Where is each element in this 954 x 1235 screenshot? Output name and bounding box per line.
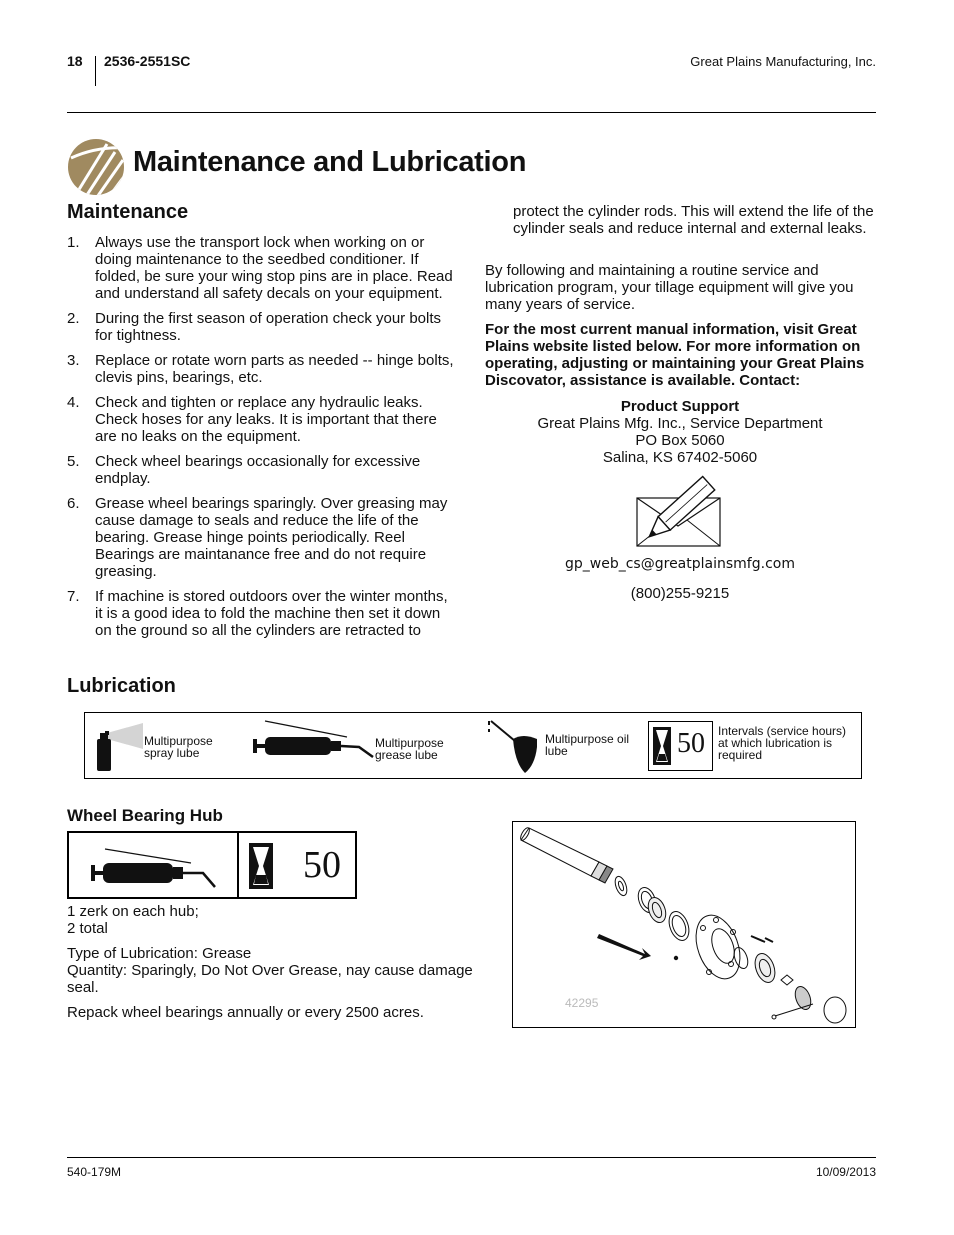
document-number: 540-179M	[67, 1165, 122, 1179]
hub-exploded-diagram	[512, 821, 856, 1028]
page-title: Maintenance and Lubrication	[133, 146, 527, 178]
contact-intro: For the most current manual information, visit Great Plains website listed below. For more information on operating, adjusting or maintaining your Great Plains Discovator, assistance is available. Contact:	[485, 321, 865, 389]
model-number: 2536-2551SC	[104, 53, 191, 69]
lube-type: Type of Lubrication: Grease	[67, 945, 252, 962]
zerk-count-line-2: 2 total	[67, 920, 108, 937]
header-rule	[67, 112, 876, 113]
item-7-continuation: protect the cylinder rods. This will extend the life of the cylinder seals and reduce internal and external leaks.	[513, 203, 874, 237]
footer-rule	[67, 1157, 876, 1158]
list-item: 3. Replace or rotate worn parts as needed -- hinge bolts, clevis pins, bearings, etc.	[67, 352, 454, 386]
list-item: 1. Always use the transport lock when working on or doing maintenance to the seedbed conditioner. If folded, be sure your wing stop pins are in place. Read and understand all safety decals on your equipment.	[67, 234, 453, 302]
hub-lube-symbols	[67, 831, 357, 899]
publication-date: 10/09/2013	[815, 1165, 876, 1179]
list-item: 2. During the first season of operation check your bolts for tightness.	[67, 310, 442, 344]
list-item: 6. Grease wheel bearings sparingly. Over greasing may cause damage to seals and reduce the life of the bearing. Grease hinge points periodically. Reel Bearings are maintanance free and do not require greasing.	[67, 495, 448, 580]
routine-paragraph: By following and maintaining a routine service and lubrication program, your tillage equipment will give you many years of service.	[485, 262, 854, 313]
contact-line-3: Salina, KS 67402-5060	[602, 449, 758, 466]
oil-can-icon	[485, 717, 543, 777]
grease-lube-label: Multipurpose grease lube	[375, 736, 444, 762]
envelope-pencil-icon	[634, 470, 724, 556]
grease-gun-icon	[251, 719, 377, 759]
wheel-bearing-hub-heading: Wheel Bearing Hub	[67, 806, 223, 825]
grease-gun-icon	[89, 845, 219, 891]
maintenance-list	[67, 234, 459, 647]
maintenance-heading: Maintenance	[67, 201, 189, 223]
spray-lube-label: Multipurpose spray lube	[144, 734, 213, 760]
list-item: 7. If machine is stored outdoors over the winter months, it is a good idea to fold the machine then set it down on the ground so all the cylinders are retracted to	[67, 588, 448, 639]
contact-line-2: PO Box 5060	[635, 432, 725, 449]
lubrication-heading: Lubrication	[67, 675, 176, 697]
contact-heading: Product Support	[620, 398, 740, 415]
list-item: 4. Check and tighten or replace any hydraulic leaks. Check hoses for any leaks. It is important that there are no leaks on the equipment.	[67, 394, 437, 445]
page-number: 18	[67, 53, 83, 69]
interval-value: 50	[677, 728, 705, 759]
hub-box-divider	[237, 833, 239, 897]
section-logo-icon	[67, 138, 125, 196]
repack-instruction: Repack wheel bearings annually or every 2500 acres.	[67, 1004, 424, 1021]
hourglass-icon	[652, 726, 672, 766]
contact-phone: (800)255-9215	[630, 585, 730, 602]
spray-can-icon	[91, 719, 143, 773]
oil-lube-label: Multipurpose oil lube	[545, 732, 630, 758]
interval-value: 50	[303, 844, 341, 886]
hourglass-icon	[248, 842, 274, 890]
header-divider	[95, 56, 96, 86]
interval-symbol	[648, 721, 713, 771]
zerk-count-line-1: 1 zerk on each hub;	[67, 903, 199, 920]
company-name: Great Plains Manufacturing, Inc.	[690, 54, 876, 69]
interval-label: Intervals (service hours) at which lubrication is required	[718, 724, 847, 762]
list-item: 5. Check wheel bearings occasionally for excessive endplay.	[67, 453, 421, 487]
lubrication-legend	[84, 712, 862, 779]
contact-line-1: Great Plains Mfg. Inc., Service Department	[537, 415, 823, 432]
lube-quantity: Quantity: Sparingly, Do Not Over Grease, nay cause damage seal.	[67, 962, 473, 996]
figure-number: 42295	[565, 996, 599, 1010]
contact-email[interactable]: gp_web_cs@greatplainsmfg.com	[565, 556, 795, 572]
